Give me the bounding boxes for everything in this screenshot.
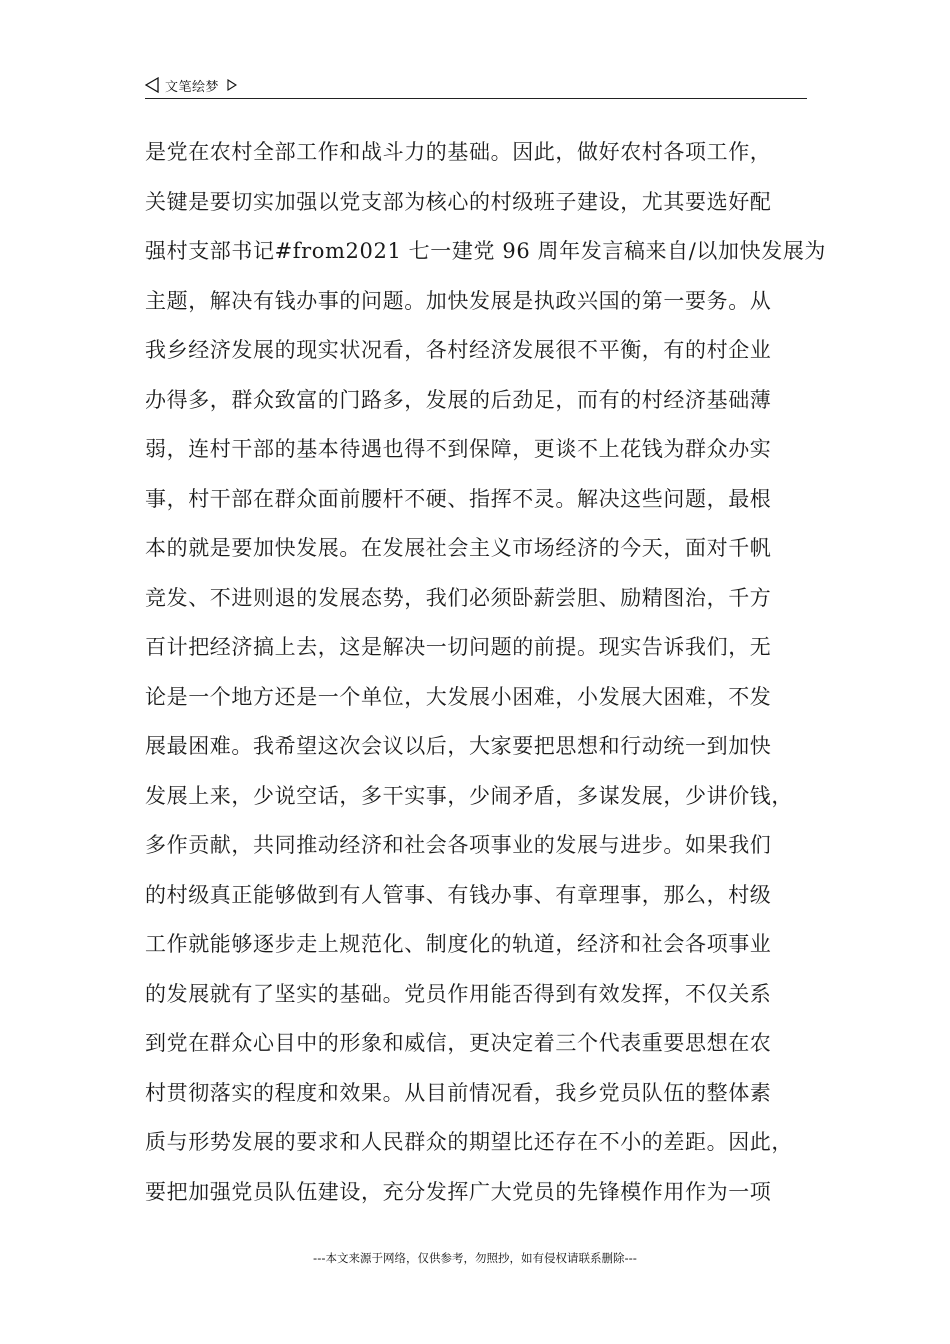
header-brand-group — [145, 74, 237, 96]
body-line: 论是一个地方还是一个单位，大发展小困难，小发展大困难，不发 — [145, 684, 772, 709]
body-line: 办得多，群众致富的门路多，发展的后劲足，而有的村经济基础薄 — [145, 387, 772, 412]
page-header — [145, 74, 807, 99]
body-line: 发展上来，少说空话，多干实事，少闹矛盾，多谋发展，少讲价钱， — [145, 783, 793, 808]
body-line: 的村级真正能够做到有人管事、有钱办事、有章理事，那么，村级 — [145, 882, 772, 907]
body-line: 是党在农村全部工作和战斗力的基础。因此，做好农村各项工作， — [145, 140, 772, 164]
body-line: 强村支部书记#from2021 七一建党 96 周年发言稿来自/以加快发展为 — [145, 239, 827, 263]
body-line: 本的就是要加快发展。在发展社会主义市场经济的今天，面对千帆 — [145, 536, 772, 560]
body-line: 我乡经济发展的现实状况看，各村经济发展很不平衡，有的村企业 — [145, 338, 772, 362]
header-brand: 文笔绘梦 — [165, 79, 220, 95]
triangle-left-icon — [145, 77, 159, 93]
body-line: 关键是要切实加强以党支部为核心的村级班子建设，尤其要选好配 — [145, 189, 772, 214]
body-line: 事，村干部在群众面前腰杆不硬、指挥不灵。解决这些问题，最根 — [145, 486, 772, 511]
body-line: 主题，解决有钱办事的问题。加快发展是执政兴国的第一要务。从 — [145, 288, 772, 313]
body-line: 弱，连村干部的基本待遇也得不到保障，更谈不上花钱为群众办实 — [145, 437, 772, 461]
document-body — [145, 132, 827, 1221]
body-line: 百计把经济搞上去，这是解决一切问题的前提。现实告诉我们，无 — [145, 635, 772, 659]
body-line: 展最困难。我希望这次会议以后，大家要把思想和行动统一到加快 — [145, 734, 772, 758]
footer-notice: ---本文来源于网络，仅供参考，勿照抄，如有侵权请联系删除--- — [313, 1251, 637, 1265]
body-line: 质与形势发展的要求和人民群众的期望比还存在不小的差距。因此， — [145, 1130, 793, 1154]
body-line: 的发展就有了坚实的基础。党员作用能否得到有效发挥，不仅关系 — [145, 981, 772, 1006]
body-line: 多作贡献，共同推动经济和社会各项事业的发展与进步。如果我们 — [145, 833, 772, 857]
body-line: 村贯彻落实的程度和效果。从目前情况看，我乡党员队伍的整体素 — [145, 1080, 772, 1105]
body-line: 竞发、不进则退的发展态势，我们必须卧薪尝胆、励精图治，千方 — [145, 585, 772, 610]
body-line: 工作就能够逐步走上规范化、制度化的轨道，经济和社会各项事业 — [145, 932, 772, 956]
triangle-right-icon — [227, 76, 237, 88]
body-line: 到党在群众心目中的形象和威信，更决定着三个代表重要思想在农 — [145, 1031, 772, 1055]
body-line: 要把加强党员队伍建设，充分发挥广大党员的先锋模作用作为一项 — [145, 1179, 772, 1204]
